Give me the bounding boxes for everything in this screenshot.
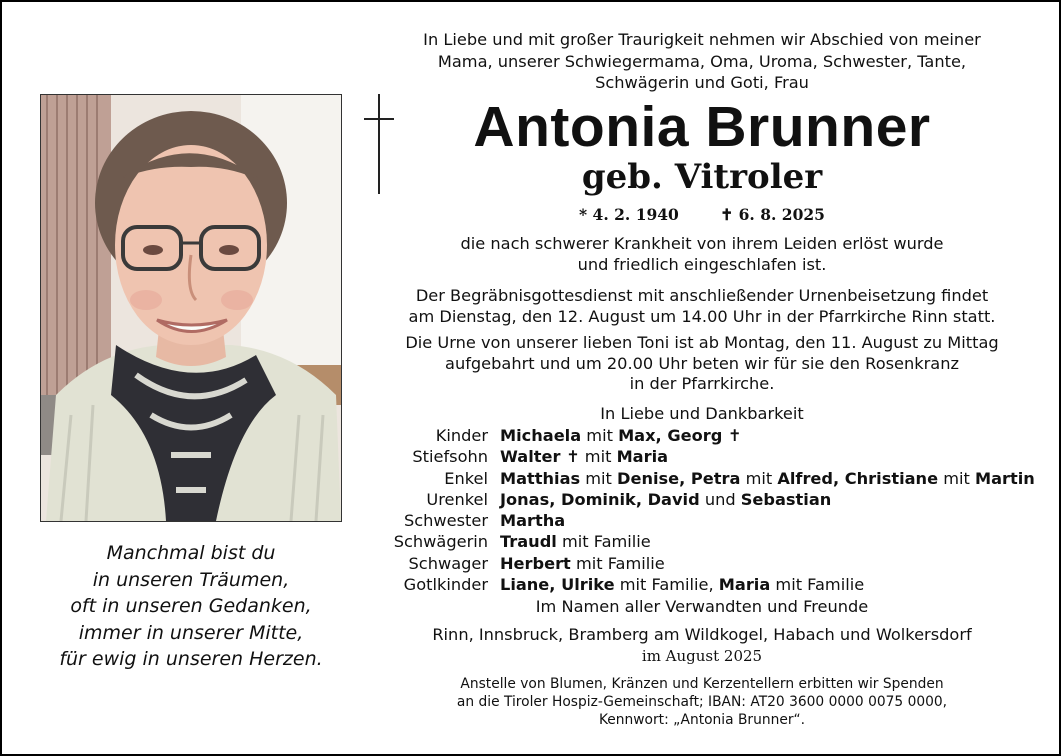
family-connector: und xyxy=(699,489,741,509)
relatives-line: Im Namen aller Verwandten und Freunde xyxy=(535,597,869,616)
family-members xyxy=(500,531,651,552)
funeral-service-text xyxy=(384,286,1020,327)
family-member-name: Walter ✝ xyxy=(500,447,580,467)
quote-line: in unseren Träumen, xyxy=(92,568,290,591)
quote-line: immer in unserer Mitte, xyxy=(78,621,304,644)
viewing-line: aufgebahrt und um 20.00 Uhr beten wir für sie den Rosenkranz xyxy=(445,353,959,373)
portrait-illustration xyxy=(41,95,341,521)
viewing-text xyxy=(384,333,1020,395)
death-date: ✝ 6. 8. 2025 xyxy=(720,205,825,224)
family-connector: mit xyxy=(740,468,778,488)
family-member-name: Martha xyxy=(500,511,566,531)
family-row xyxy=(378,446,1038,467)
family-members xyxy=(500,510,565,531)
life-dates xyxy=(384,204,1020,226)
places-and-date xyxy=(384,625,1020,666)
family-member-name: Liane, Ulrike xyxy=(500,575,615,595)
donation-line: Kennwort: „Antonia Brunner“. xyxy=(598,712,806,728)
family-relation-label: Kinder xyxy=(435,426,488,445)
family-members xyxy=(500,574,864,595)
family-relation-label: Gotlkinder xyxy=(403,575,488,595)
family-member-name: Max, Georg ✝ xyxy=(618,426,742,445)
intro-line: Schwägerin und Goti, Frau xyxy=(595,73,809,92)
birth-date: * 4. 2. 1940 xyxy=(579,205,679,224)
family-row xyxy=(378,425,1038,446)
passing-text xyxy=(384,234,1020,275)
family-members xyxy=(500,489,831,510)
deceased-name: Antonia Brunner xyxy=(473,95,931,159)
family-row xyxy=(378,489,1038,510)
family-member-name: Herbert xyxy=(500,553,571,573)
quote-line: Manchmal bist du xyxy=(106,542,276,564)
closing-line: In Liebe und Dankbarkeit xyxy=(600,404,804,423)
family-connector: mit xyxy=(938,468,975,488)
donation-note xyxy=(384,675,1020,729)
family-members xyxy=(500,425,741,446)
intro-text xyxy=(384,29,1020,94)
family-member-name: Alfred, Christiane xyxy=(777,468,939,488)
quote-line: für ewig in unseren Herzen. xyxy=(59,648,323,670)
viewing-line: Die Urne von unserer lieben Toni ist ab Montag, den 11. August zu Mittag xyxy=(405,333,999,352)
family-member-name: Sebastian xyxy=(740,489,832,509)
passing-line: und friedlich eingeschlafen ist. xyxy=(577,254,827,274)
memorial-quote xyxy=(32,540,350,673)
passing-line: die nach schwerer Krankheit von ihrem Leiden erlöst wurde xyxy=(460,234,944,253)
family-connector: mit Familie xyxy=(770,575,865,595)
intro-line: Mama, unserer Schwiegermama, Oma, Uroma, Schwester, Tante, xyxy=(437,51,967,71)
family-row xyxy=(378,510,1038,531)
funeral-line: Der Begräbnisgottesdienst mit anschließender Urnenbeisetzung findet xyxy=(415,286,989,305)
family-connector: mit Familie xyxy=(556,532,651,552)
family-relation-label: Enkel xyxy=(444,468,488,488)
family-members xyxy=(500,468,1035,489)
intro-line: In Liebe und mit großer Traurigkeit nehmen wir Abschied von meiner xyxy=(423,30,981,49)
family-member-name: Traudl xyxy=(500,532,557,552)
family-member-name: Michaela xyxy=(500,426,582,445)
family-members xyxy=(500,446,668,467)
family-members xyxy=(500,553,665,574)
viewing-line: in der Pfarrkirche. xyxy=(629,374,775,393)
family-relation-label: Schwager xyxy=(408,553,488,573)
family-member-name: Denise, Petra xyxy=(617,468,741,488)
family-relation-label: Urenkel xyxy=(426,489,488,509)
portrait-photo xyxy=(40,94,342,522)
family-member-name: Maria xyxy=(616,447,669,467)
family-row xyxy=(378,531,1038,552)
family-relation-label: Schwester xyxy=(403,511,488,531)
family-relation-label: Stiefsohn xyxy=(412,447,488,467)
family-connector: mit xyxy=(579,447,617,467)
family-member-name: Maria xyxy=(718,575,771,595)
family-row xyxy=(378,574,1038,595)
family-connector: mit Familie, xyxy=(614,575,719,595)
family-row xyxy=(378,468,1038,489)
family-member-name: Jonas, Dominik, David xyxy=(500,489,700,509)
family-member-name: Martin xyxy=(974,468,1035,488)
family-relation-label: Schwägerin xyxy=(393,532,488,552)
donation-line: an die Tiroler Hospiz-Gemeinschaft; IBAN: AT20 3600 0000 0075 0000, xyxy=(456,694,948,710)
places-line: Rinn, Innsbruck, Bramberg am Wildkogel, Habach und Wolkersdorf xyxy=(432,625,972,644)
date-line: im August 2025 xyxy=(641,646,763,665)
funeral-line: am Dienstag, den 12. August um 14.00 Uhr in der Pfarrkirche Rinn statt. xyxy=(408,306,996,326)
birth-name: geb. Vitroler xyxy=(581,157,823,197)
donation-line: Anstelle von Blumen, Kränzen und Kerzentellern erbitten wir Spenden xyxy=(460,676,944,692)
family-row xyxy=(378,553,1038,574)
quote-line: oft in unseren Gedanken, xyxy=(70,595,312,617)
family-connector: mit xyxy=(580,468,618,488)
family-connector: mit Familie xyxy=(570,553,665,573)
family-connector: mit xyxy=(581,426,619,445)
family-list xyxy=(378,425,1038,595)
family-member-name: Matthias xyxy=(500,468,581,488)
